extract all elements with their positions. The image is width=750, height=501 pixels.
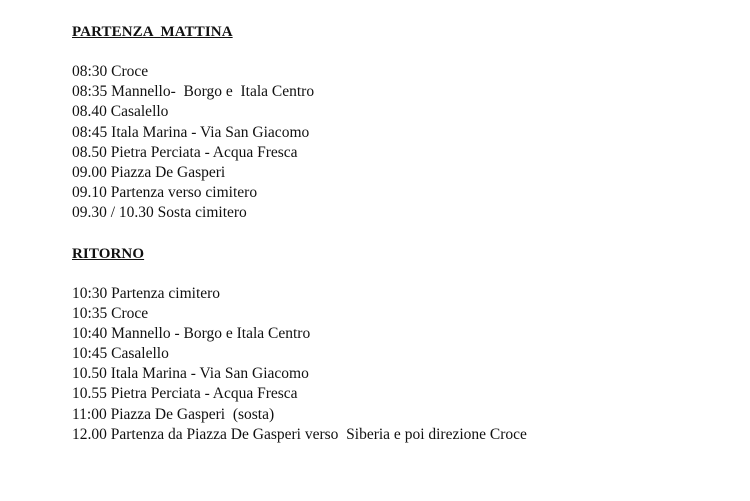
schedule-row: 09.30 / 10.30 Sosta cimitero: [72, 204, 247, 222]
schedule-document: [72, 22, 732, 445]
schedule-row: 08:35 Mannello- Borgo e Itala Centro: [72, 83, 315, 101]
schedule-row: 12.00 Partenza da Piazza De Gasperi verso Siberia e poi direzione Croce: [72, 425, 527, 443]
schedule-row: 09.10 Partenza verso cimitero: [72, 184, 258, 202]
section-heading: PARTENZA MATTINA: [72, 24, 233, 40]
section-ritorno: [72, 244, 732, 446]
spacer: [72, 264, 732, 284]
schedule-row: 10:30 Partenza cimitero: [72, 284, 221, 302]
schedule-row: 10:40 Mannello - Borgo e Itala Centro: [72, 324, 311, 342]
section-heading: RITORNO: [72, 245, 145, 262]
schedule-row: 08:45 Itala Marina - Via San Giacomo: [72, 123, 310, 141]
schedule-row: 10.50 Itala Marina - Via San Giacomo: [72, 365, 309, 383]
schedule-row: 09.00 Piazza De Gasperi: [72, 163, 226, 181]
schedule-row: 10:45 Casalello: [72, 345, 169, 363]
schedule-row: 10:35 Croce: [72, 304, 149, 322]
spacer: [72, 42, 732, 62]
section-partenza-mattina: [72, 22, 732, 224]
schedule-row: 10.55 Pietra Perciata - Acqua Fresca: [72, 385, 298, 403]
schedule-row: 08.40 Casalello: [72, 103, 169, 121]
schedule-row: 11:00 Piazza De Gasperi (sosta): [72, 405, 275, 423]
schedule-row: 08.50 Pietra Perciata - Acqua Fresca: [72, 143, 298, 161]
spacer: [72, 224, 732, 244]
schedule-row: 08:30 Croce: [72, 63, 149, 80]
